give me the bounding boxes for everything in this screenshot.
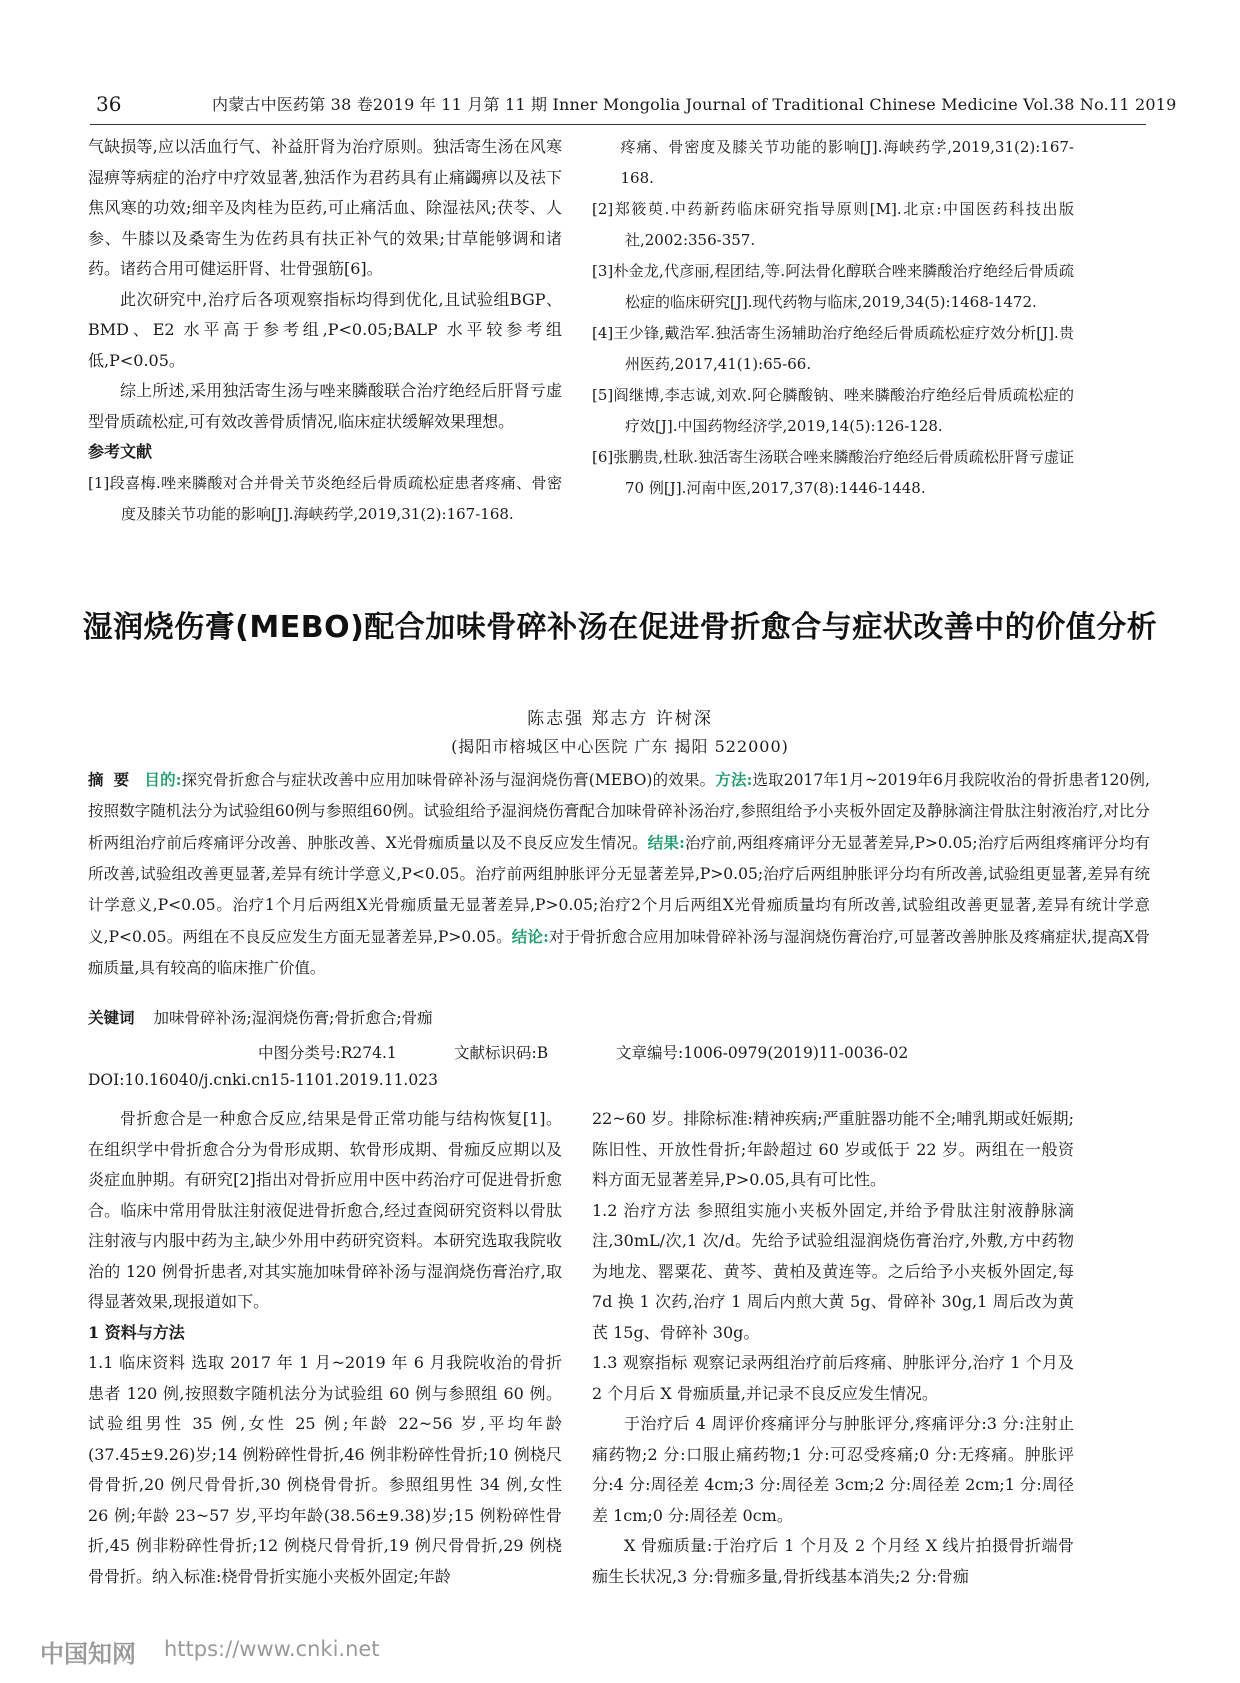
conclusion-text: 对于骨折愈合应用加味骨碎补汤与湿润烧伤膏治疗,可显著改善肿胀及疼痛症状,提高X骨痂质量,具有较高的临床推广价值。 bbox=[88, 928, 1150, 977]
keywords-line bbox=[88, 1006, 1150, 1028]
references-heading: 参考文献 bbox=[88, 442, 153, 461]
cnki-url[interactable]: https://www.cnki.net bbox=[164, 1637, 380, 1661]
cnki-logo: 中国知网 bbox=[40, 1640, 136, 1668]
body-paragraph: 于治疗后 4 周评价疼痛评分与肿胀评分,疼痛评分:3 分:注射止痛药物;2 分:口服止痛药物;1 分:可忍受疼痛;0 分:无疼痛。肿胀评分:4 分:周径差 4cm;3 分:周径差 3cm;2 分:周径差 2cm;1 分:周径差 1cm;0 分:周径差 0cm。 bbox=[592, 1414, 1074, 1525]
reference-list-left bbox=[88, 468, 562, 523]
doi: DOI:10.16040/j.cnki.cn15-1101.2019.11.023 bbox=[88, 1071, 438, 1089]
prev-paragraph: 综上所述,采用独活寄生汤与唑来膦酸联合治疗绝经后肝肾亏虚型骨质疏松症,可有效改善骨质情况,临床症状缓解效果理想。 bbox=[88, 381, 562, 431]
article-authors: 陈志强 郑志方 许树深 bbox=[527, 709, 713, 729]
section-heading: 1 资料与方法 bbox=[88, 1322, 185, 1342]
body-right-column bbox=[592, 1104, 1074, 1592]
reference-item: [4]王少锋,戴浩军.独活寄生汤辅助治疗绝经后骨质疏松症疗效分析[J].贵州医药,2017,41(1):65-66. bbox=[592, 324, 1074, 373]
body-paragraph: 1.2 治疗方法 参照组实施小夹板外固定,并给予骨肽注射液静脉滴注,30mL/次,1 次/d。先给予试验组湿润烧伤膏治疗,外敷,方中药物为地龙、罂粟花、黄芩、黄柏及黄连等。之后给予小夹板外固定,每 7d 换 1 次药,治疗 1 周后内煎大黄 5g、骨碎补 30g,1 周后改为黄芪 15g、骨碎补 30g。 bbox=[592, 1200, 1074, 1342]
reference-item: [1]段喜梅.唑来膦酸对合并骨关节炎绝经后骨质疏松症患者疼痛、骨密度及膝关节功能的影响[J].海峡药学,2019,31(2):167-168. bbox=[88, 473, 562, 523]
objective-text: 探究骨折愈合与症状改善中应用加味骨碎补汤与湿润烧伤膏(MEBO)的效果。 bbox=[181, 771, 716, 789]
method-label: 方法: bbox=[715, 770, 753, 789]
header-rule bbox=[90, 124, 1146, 125]
page-number: 36 bbox=[96, 92, 122, 116]
keywords-label: 关键词 bbox=[88, 1008, 135, 1027]
journal-running-header: 内蒙古中医药第 38 卷2019 年 11 月第 11 期 Inner Mongolia Journal of Traditional Chinese Medicine Vol.38 No.11 2019 bbox=[212, 95, 1177, 114]
prev-paragraph: 此次研究中,治疗后各项观察指标均得到优化,且试验组BGP、BMD、E2 水平高于参考组,P<0.05;BALP 水平较参考组低,P<0.05。 bbox=[88, 289, 562, 370]
result-label: 结果: bbox=[647, 833, 685, 852]
article-title: 湿润烧伤膏(MEBO)配合加味骨碎补汤在促进骨折愈合与症状改善中的价值分析 bbox=[82, 610, 1158, 645]
objective-label: 目的: bbox=[144, 770, 182, 789]
body-left-column bbox=[88, 1104, 562, 1592]
result-text: 治疗前,两组疼痛评分无显著差异,P>0.05;治疗后两组疼痛评分均有所改善,试验组改善更显著,差异有统计学意义,P<0.05。治疗前两组肿胀评分无显著差异,P>0.05;治疗后两组肿胀评分均有所改善,试验组更显著,差异有统计学意义,P<0.05。治疗1个月后两组X光骨痂质量无显著差异,P>0.05;治疗2个月后两组X光骨痂质量均有所改善,试验组改善更显著,差异有统计学意义,P<0.05。两组在不良反应发生方面无显著差异,P>0.05。 bbox=[88, 834, 1150, 946]
method-text: 选取2017年1月~2019年6月我院收治的骨折患者120例,按照数字随机法分为试验组60例与参照组60例。试验组给予湿润烧伤膏配合加味骨碎补汤治疗,参照组给予小夹板外固定及静脉滴注骨肽注射液治疗,对比分析两组治疗前后疼痛评分改善、肿胀改善、X光骨痂质量以及不良反应发生情况。 bbox=[88, 771, 1150, 852]
body-paragraph: 22~60 岁。排除标准:精神疾病;严重脏器功能不全;哺乳期或妊娠期;陈旧性、开放性骨折;年龄超过 60 岁或低于 22 岁。两组在一般资料方面无显著差异,P>0.05,具有可比性。 bbox=[592, 1109, 1074, 1189]
reference-item: [6]张鹏贵,杜耿.独活寄生汤联合唑来膦酸治疗绝经后骨质疏松肝肾亏虚证 70 例[J].河南中医,2017,37(8):1446-1448. bbox=[592, 448, 1074, 497]
intro-paragraph: 骨折愈合是一种愈合反应,结果是骨正常功能与结构恢复[1]。在组织学中骨折愈合分为骨形成期、软骨形成期、骨痂反应期以及炎症血肿期。有研究[2]指出对骨折应用中医中药治疗可促进骨折愈合。临床中常用骨肽注射液促进骨折愈合,经过查阅研究资料以骨肽注射液与内服中药为主,缺少外用中药研究资料。本研究选取我院收治的 120 例骨折患者,对其实施加味骨碎补汤与湿润烧伤膏治疗,取得显著效果,现报道如下。 bbox=[88, 1109, 562, 1311]
prev-paragraph: 气缺损等,应以活血行气、补益肝肾为治疗原则。独活寄生汤在风寒湿痹等病症的治疗中疗效显著,独活作为君药具有止痛蠲痹以及祛下焦风寒的功效;细辛及肉桂为臣药,可止痛活血、除湿祛风;茯苓、人参、牛膝以及桑寄生为佐药具有扶正补气的效果;甘草能够调和诸药。诸药合用可健运肝肾、壮骨强筋[6]。 bbox=[88, 137, 562, 278]
body-paragraph: X 骨痂质量:于治疗后 1 个月及 2 个月经 X 线片拍摄骨折端骨痂生长状况,3 分:骨痂多量,骨折线基本消失;2 分:骨痂 bbox=[592, 1536, 1074, 1586]
reference-item: [5]阎继博,李志诚,刘欢.阿仑膦酸钠、唑来膦酸治疗绝经后骨质疏松症的疗效[J].中国药物经济学,2019,14(5):126-128. bbox=[592, 386, 1074, 435]
article-affiliation: (揭阳市榕城区中心医院 广东 揭阳 522000) bbox=[451, 737, 789, 756]
article-number: 文章编号:1006-0979(2019)11-0036-02 bbox=[616, 1044, 909, 1062]
abstract bbox=[88, 764, 1150, 984]
body-paragraph: 1.3 观察指标 观察记录两组治疗前后疼痛、肿胀评分,治疗 1 个月及 2 个月后 X 骨痂质量,并记录不良反应发生情况。 bbox=[592, 1353, 1074, 1403]
reference-item-continued: 疼痛、骨密度及膝关节功能的影响[J].海峡药学,2019,31(2):167-168. bbox=[620, 138, 1074, 187]
reference-item: [3]朴金龙,代彦丽,程团结,等.阿法骨化醇联合唑来膦酸治疗绝经后骨质疏松症的临床研究[J].现代药物与临床,2019,34(5):1468-1472. bbox=[592, 262, 1074, 311]
keywords-text: 加味骨碎补汤;湿润烧伤膏;骨折愈合;骨痂 bbox=[153, 1009, 433, 1027]
body-paragraph: 1.1 临床资料 选取 2017 年 1 月~2019 年 6 月我院收治的骨折患者 120 例,按照数字随机法分为试验组 60 例与参照组 60 例。试验组男性 35 例,女性 25 例;年龄 22~56 岁,平均年龄(37.45±9.26)岁;14 例粉碎性骨折,46 例非粉碎性骨折;10 例桡尺骨骨折,20 例尺骨骨折,30 例桡骨骨折。参照组男性 34 例,女性 26 例;年龄 23~57 岁,平均年龄(38.56±9.38)岁;15 例粉碎性骨折,45 例非粉碎性骨折;12 例桡尺骨骨折,19 例尺骨骨折,29 例桡骨骨折。纳入标准:桡骨骨折实施小夹板外固定;年龄 bbox=[88, 1353, 562, 1586]
abstract-label: 摘要 bbox=[88, 770, 140, 789]
reference-item: [2]郑筱萸.中药新药临床研究指导原则[M].北京:中国医药科技出版社,2002:356-357. bbox=[592, 200, 1074, 249]
prev-article-left-column bbox=[88, 132, 562, 523]
conclusion-label: 结论: bbox=[511, 927, 549, 946]
clc-number: 中图分类号:R274.1 bbox=[258, 1044, 397, 1062]
document-code: 文献标识码:B bbox=[454, 1044, 549, 1062]
prev-article-right-column bbox=[592, 132, 1074, 504]
